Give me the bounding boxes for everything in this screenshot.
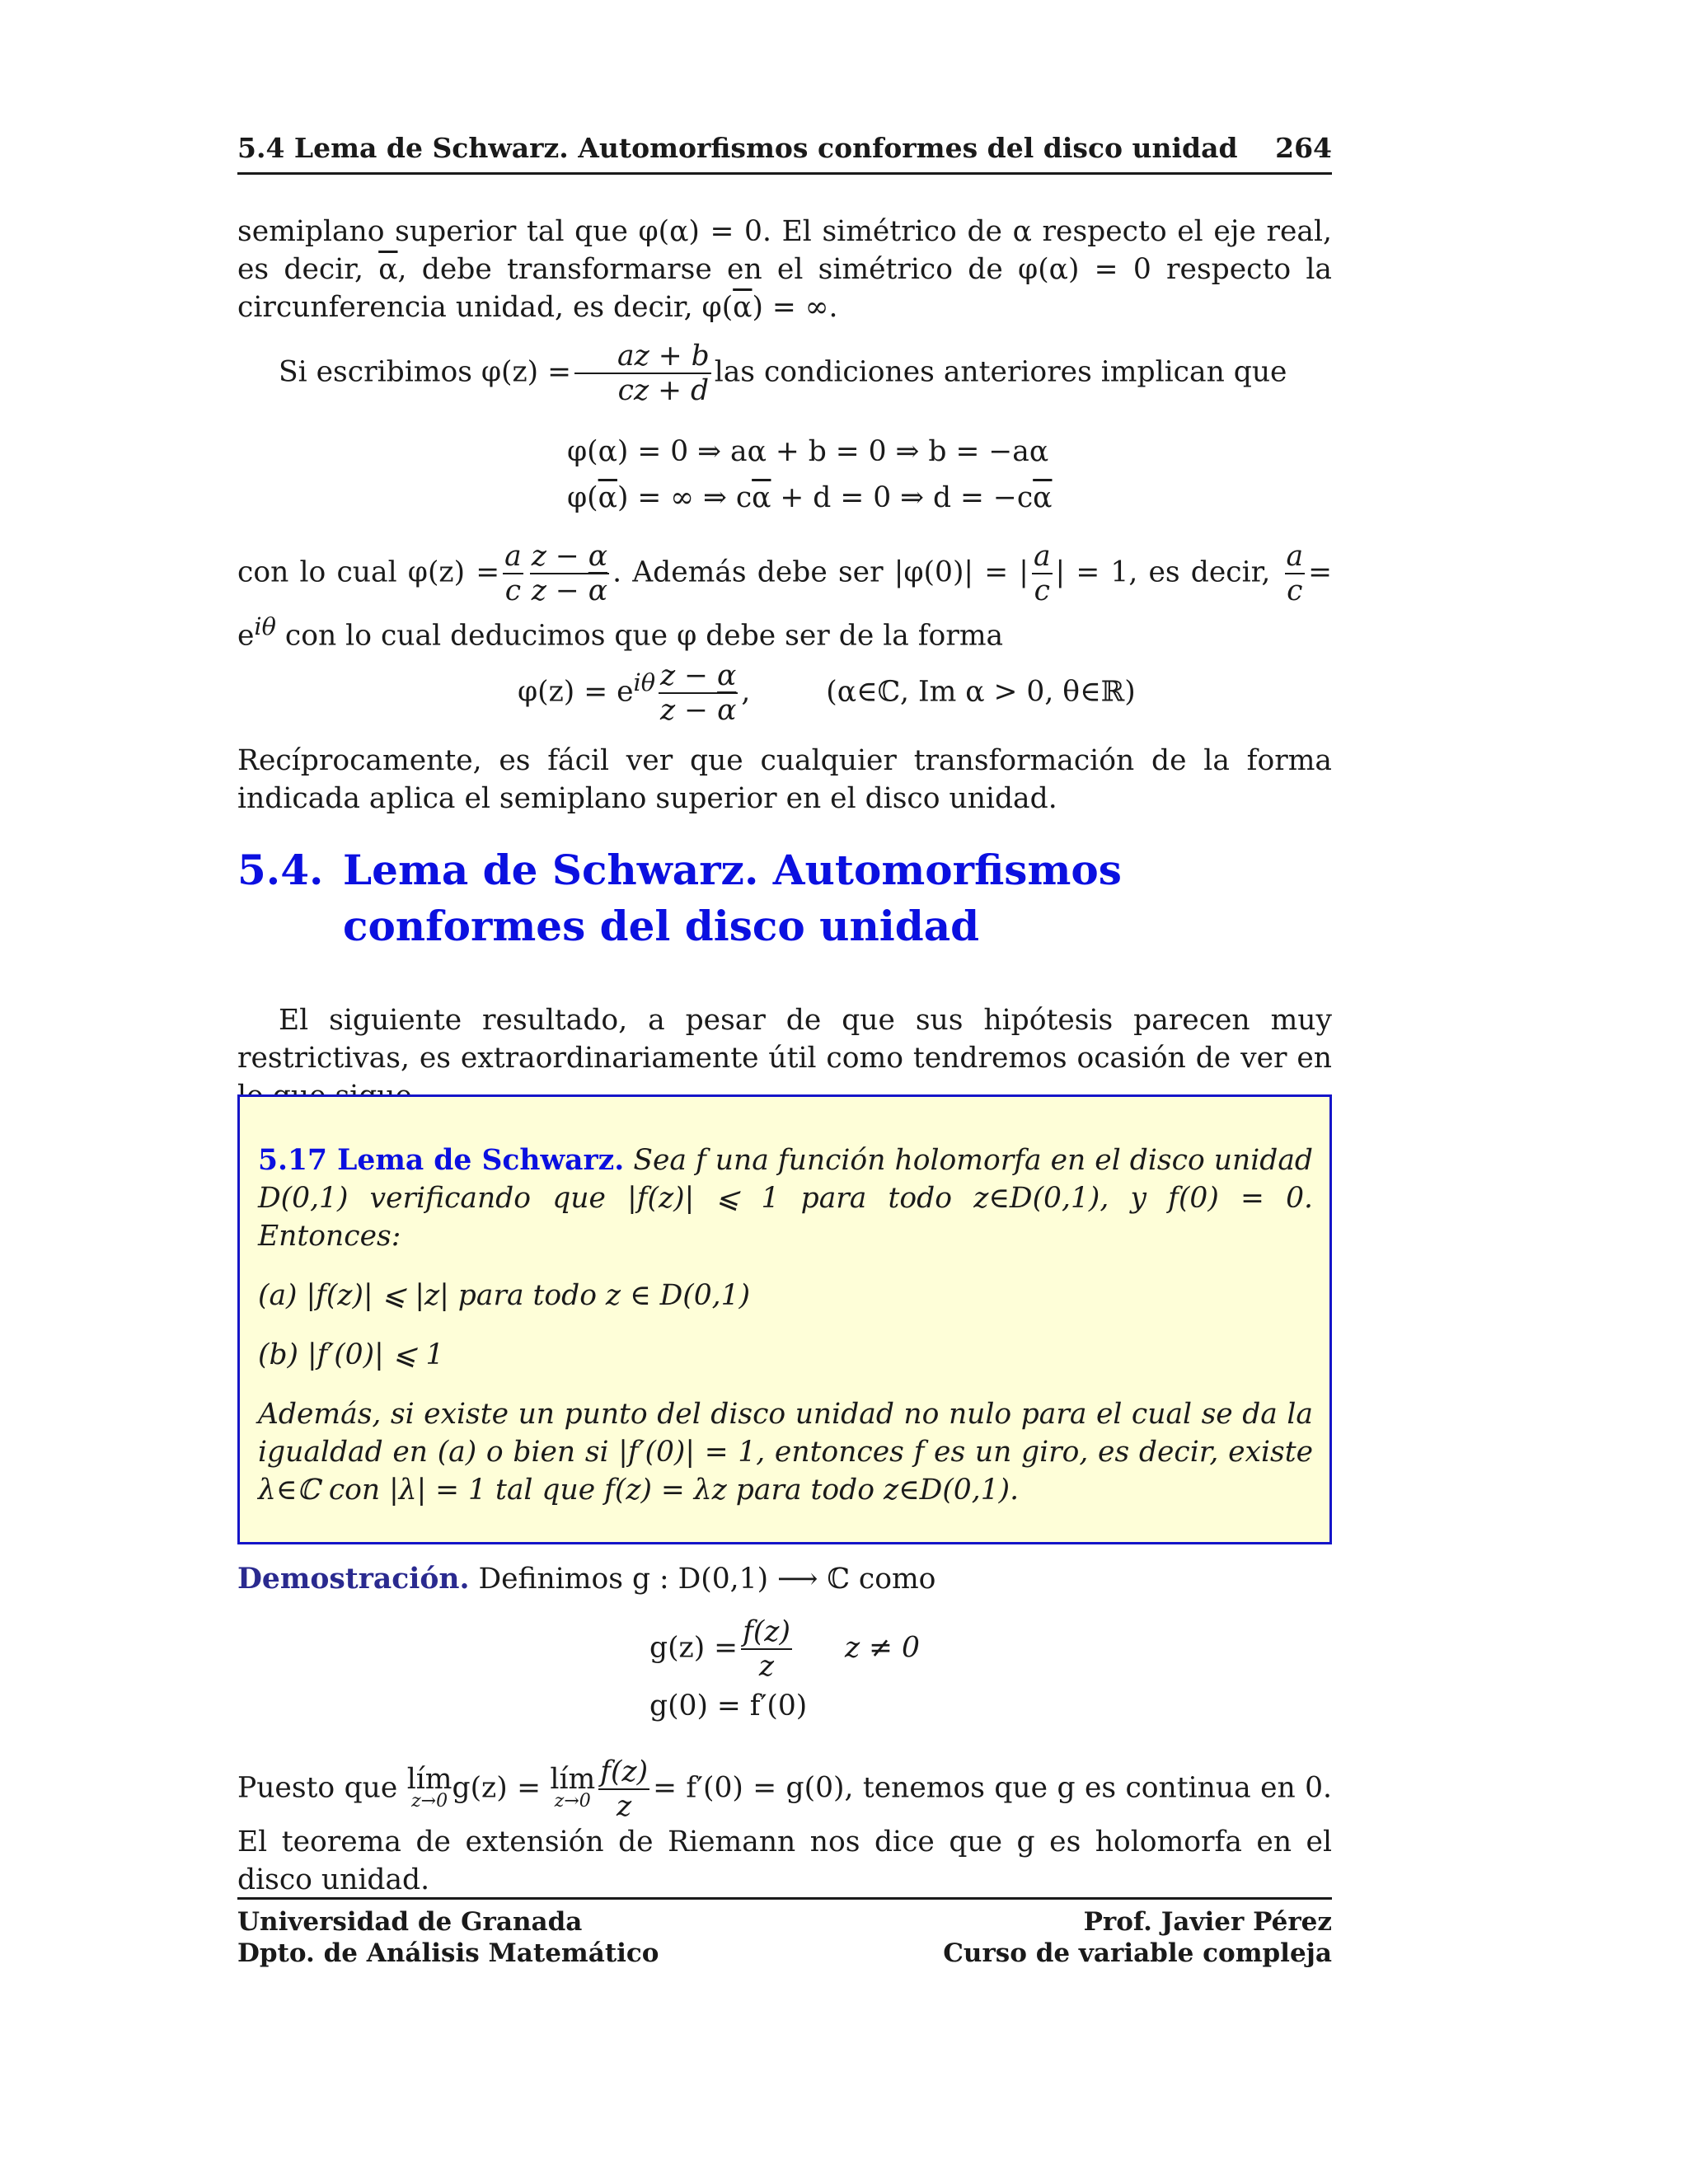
fraction: $\frac{a}{c}$	[504, 540, 522, 607]
page-number: 264	[1275, 132, 1332, 164]
section-number: 5.4.	[237, 846, 324, 894]
paragraph-4: Recíprocamente, es fácil ver que cualquier transformación de la forma indicada aplica el semiplano superior en el disco unidad.	[237, 744, 1332, 815]
fraction: $\frac{f(z)}{z}$	[600, 1755, 649, 1823]
footer-university: Universidad de Granada	[237, 1907, 583, 1937]
theorem-label: 5.17 Lema de Schwarz.	[258, 1144, 625, 1177]
proof-paragraph: Demostración. Definimos g : D(0,1) ⟶ ℂ como	[237, 1563, 936, 1596]
fraction: $\frac{f(z)}{z}$	[743, 1615, 790, 1683]
footer-author: Prof. Javier Pérez	[1083, 1907, 1332, 1937]
limit: lím z→0	[550, 1763, 596, 1811]
equation-line: φ(α) = 0 ⇒ aα + b = 0 ⇒ b = −aα	[567, 435, 1049, 468]
page-footer	[237, 1897, 1332, 1969]
running-header	[237, 132, 1332, 175]
header-section-title: 5.4 Lema de Schwarz. Automorfismos conformes del disco unidad	[237, 132, 1238, 164]
equation-block-2: $\varphi(z) = e^{i\theta}$ $\frac{z - \alpha}{z - \overline{\alpha}}$ , (α∈ℂ, Im α > 0, θ∈ℝ)	[518, 659, 1136, 727]
footer-department: Dpto. de Análisis Matemático	[237, 1938, 659, 1968]
fraction: $\frac{a}{c}$	[1286, 540, 1304, 607]
paragraph-6: Puesto que lím z→0 g(z) = lím z→0 $\frac{f(z)}{z}$ = f′(0) = g(0), tenemos que g es continua en 0. El teorema de extensión de Riemann nos dice que g es holomorfa en el disco unidad.	[237, 1755, 1333, 1896]
equation-line: g(z) = $\frac{f(z)}{z}$ z ≠ 0	[649, 1615, 920, 1683]
equation-block-3	[649, 1615, 920, 1729]
paragraph-1: semiplano superior tal que φ(α) = 0. El simétrico de α respecto el eje real, es decir, $\overline{\alpha}$, debe transformarse en el simétrico de φ(α) = 0 respecto la circunferencia unidad, es decir, $\varphi(\overline{\alpha})$ = ∞.	[237, 215, 1332, 324]
paragraph-3: con lo cual φ(z) = $\frac{a}{c}$ $\frac{z - \alpha}{z - \overline{\alpha}}$ . Además debe ser |φ(0)| = | $\frac{a}{c}$ | = 1, es decir, $\frac{a}{c}$ = $e^{i\theta}$ con lo cual deducimos que φ debe ser de la forma	[237, 540, 1333, 653]
equation-line: g(0) = f′(0)	[649, 1690, 808, 1722]
footer-left	[237, 1906, 659, 1969]
theorem-box	[237, 1094, 1332, 1544]
fraction: $\frac{z - \alpha}{z - \overline{\alpha}}$	[660, 659, 737, 727]
fraction: $\frac{z - \alpha}{z - \overline{\alpha}}$	[531, 540, 608, 607]
equation-block-1	[567, 429, 1052, 521]
theorem-statement: 5.17 Lema de Schwarz. Sea f una función holomorfa en el disco unidad D(0,1) verificando que |f(z)| ⩽ 1 para todo z∈D(0,1), y f(0) = 0. Entonces:	[258, 1144, 1313, 1253]
footer-right	[943, 1906, 1332, 1969]
paragraph-5: El siguiente resultado, a pesar de que sus hipótesis parecen muy restrictivas, es extraordinariamente útil como tendremos ocasión de ver en	[237, 1004, 1332, 1075]
section-title: Lema de Schwarz. Automorfismos conformes del disco unidad	[343, 846, 1122, 950]
theorem-item-b: (b) |f′(0)| ⩽ 1	[258, 1338, 444, 1371]
paragraph-2: Si escribimos φ(z) = $\frac{az + b}{cz + d}$ las condiciones anteriores implican que	[279, 340, 1287, 407]
theorem-item-a: (a) |f(z)| ⩽ |z| para todo z ∈ D(0,1)	[258, 1279, 751, 1312]
theorem-additional: Además, si existe un punto del disco unidad no nulo para el cual se da la igualdad en (a) o bien si |f′(0)| = 1, entonces f es un giro, es decir, existe λ∈ℂ con |λ| = 1 tal que f(z) = λz para todo z∈D(0,1).	[258, 1398, 1313, 1507]
footer-course: Curso de variable compleja	[943, 1938, 1332, 1968]
fraction: $\frac{a}{c}$	[1033, 540, 1051, 607]
proof-label: Demostración.	[237, 1563, 470, 1596]
fraction: $\frac{az + b}{cz + d}$	[574, 340, 711, 407]
limit: lím z→0	[406, 1763, 452, 1811]
section-heading	[237, 842, 1332, 954]
equation-line: $\varphi(\overline{\alpha})$ = ∞ ⇒ $c\overline{\alpha} + d = 0$ ⇒ $d = -c\overline{\alpha}$	[567, 481, 1053, 514]
